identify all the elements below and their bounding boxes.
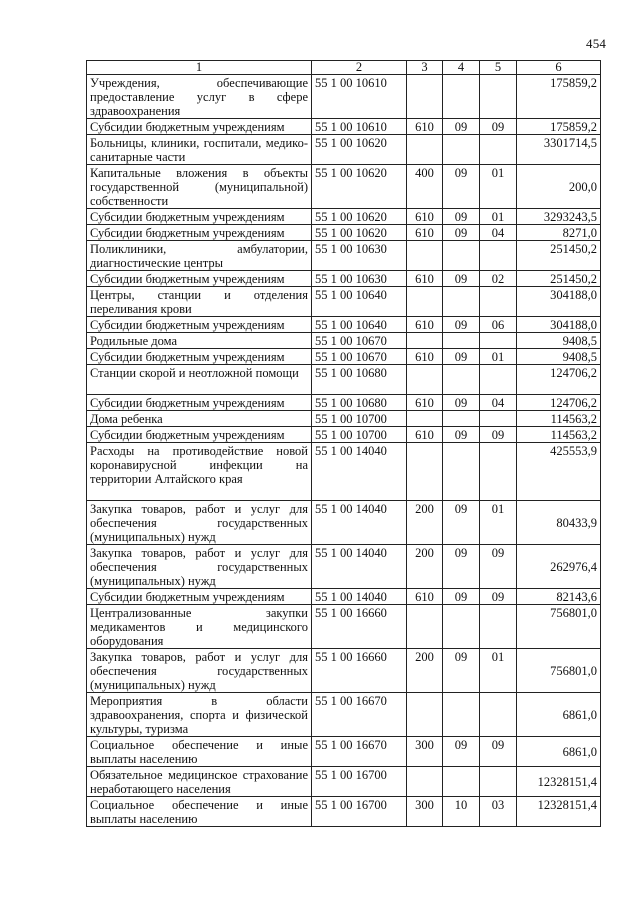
row-col4-cell — [443, 767, 480, 797]
row-code-cell: 55 1 00 10700 — [312, 411, 407, 427]
table-row — [87, 165, 601, 209]
table-row — [87, 589, 601, 605]
row-code-cell: 55 1 00 10620 — [312, 225, 407, 241]
table-row — [87, 365, 601, 395]
row-name-cell: Субсидии бюджетным учреждениям — [87, 271, 312, 287]
row-col5-cell: 06 — [480, 317, 517, 333]
table-row — [87, 395, 601, 411]
row-col4-cell — [443, 135, 480, 165]
row-col5-cell — [480, 443, 517, 501]
row-name-cell: Субсидии бюджетным учреждениям — [87, 349, 312, 365]
table-row — [87, 767, 601, 797]
table-row — [87, 797, 601, 827]
row-col3-cell — [407, 411, 443, 427]
row-col5-cell: 09 — [480, 427, 517, 443]
row-amount-cell: 8271,0 — [517, 225, 601, 241]
row-amount-cell: 12328151,4 — [517, 767, 601, 797]
row-col3-cell: 610 — [407, 589, 443, 605]
page-number: 454 — [586, 36, 607, 51]
row-col3-cell — [407, 333, 443, 349]
row-amount-cell: 251450,2 — [517, 271, 601, 287]
row-col3-cell: 610 — [407, 271, 443, 287]
row-amount-cell: 124706,2 — [517, 395, 601, 411]
row-col4-cell: 09 — [443, 165, 480, 209]
row-col5-cell: 09 — [480, 589, 517, 605]
table-row — [87, 241, 601, 271]
table-row — [87, 119, 601, 135]
row-col3-cell: 610 — [407, 395, 443, 411]
row-code-cell: 55 1 00 10640 — [312, 317, 407, 333]
row-code-cell: 55 1 00 16660 — [312, 649, 407, 693]
row-col5-cell: 01 — [480, 349, 517, 365]
row-col3-cell: 200 — [407, 501, 443, 545]
row-col3-cell — [407, 135, 443, 165]
table-row — [87, 333, 601, 349]
row-col4-cell: 09 — [443, 649, 480, 693]
row-col3-cell — [407, 241, 443, 271]
row-col5-cell — [480, 605, 517, 649]
row-amount-cell: 3301714,5 — [517, 135, 601, 165]
row-name-cell: Социальное обеспечение и иные выплаты населению — [87, 797, 312, 827]
row-name-cell: Социальное обеспечение и иные выплаты населению — [87, 737, 312, 767]
row-col3-cell — [407, 365, 443, 395]
row-col3-cell: 610 — [407, 119, 443, 135]
row-code-cell: 55 1 00 16700 — [312, 797, 407, 827]
row-col5-cell — [480, 767, 517, 797]
column-header-6: 6 — [517, 61, 601, 75]
table-row — [87, 271, 601, 287]
row-col5-cell — [480, 365, 517, 395]
row-name-cell: Учреждения, обеспечивающие предоставление услуг в сфере здравоохранения — [87, 75, 312, 119]
row-amount-cell: 114563,2 — [517, 411, 601, 427]
row-code-cell: 55 1 00 16700 — [312, 767, 407, 797]
row-name-cell: Субсидии бюджетным учреждениям — [87, 317, 312, 333]
row-col4-cell: 10 — [443, 797, 480, 827]
table-row — [87, 411, 601, 427]
row-col5-cell: 04 — [480, 395, 517, 411]
row-name-cell: Капитальные вложения в объекты государственной (муниципальной) собственности — [87, 165, 312, 209]
row-name-cell: Субсидии бюджетным учреждениям — [87, 395, 312, 411]
row-col4-cell — [443, 365, 480, 395]
row-code-cell: 55 1 00 16670 — [312, 693, 407, 737]
row-col4-cell — [443, 605, 480, 649]
row-col3-cell — [407, 693, 443, 737]
row-col3-cell — [407, 767, 443, 797]
row-code-cell: 55 1 00 16660 — [312, 605, 407, 649]
row-col4-cell: 09 — [443, 545, 480, 589]
table-row — [87, 545, 601, 589]
row-name-cell: Расходы на противодействие новой коронавирусной инфекции на территории Алтайского края — [87, 443, 312, 501]
row-name-cell: Больницы, клиники, госпитали, медико-санитарные части — [87, 135, 312, 165]
row-code-cell: 55 1 00 10680 — [312, 395, 407, 411]
table-row — [87, 737, 601, 767]
row-col4-cell: 09 — [443, 501, 480, 545]
row-col5-cell: 03 — [480, 797, 517, 827]
row-col3-cell — [407, 605, 443, 649]
header-row — [87, 61, 601, 75]
row-amount-cell: 756801,0 — [517, 649, 601, 693]
row-amount-cell: 175859,2 — [517, 119, 601, 135]
table-row — [87, 349, 601, 365]
row-col4-cell: 09 — [443, 225, 480, 241]
row-amount-cell: 80433,9 — [517, 501, 601, 545]
row-col4-cell — [443, 241, 480, 271]
row-name-cell: Закупка товаров, работ и услуг для обеспечения государственных (муниципальных) нужд — [87, 501, 312, 545]
row-col5-cell — [480, 693, 517, 737]
row-col3-cell: 610 — [407, 317, 443, 333]
row-col3-cell: 610 — [407, 349, 443, 365]
row-col4-cell — [443, 333, 480, 349]
row-col5-cell: 01 — [480, 649, 517, 693]
row-name-cell: Субсидии бюджетным учреждениям — [87, 589, 312, 605]
row-col5-cell — [480, 411, 517, 427]
row-col3-cell: 200 — [407, 545, 443, 589]
row-col4-cell: 09 — [443, 737, 480, 767]
row-code-cell: 55 1 00 14040 — [312, 501, 407, 545]
row-amount-cell: 124706,2 — [517, 365, 601, 395]
row-name-cell: Субсидии бюджетным учреждениям — [87, 427, 312, 443]
row-col4-cell — [443, 693, 480, 737]
row-name-cell: Закупка товаров, работ и услуг для обеспечения государственных (муниципальных) нужд — [87, 649, 312, 693]
row-col3-cell: 200 — [407, 649, 443, 693]
row-amount-cell: 175859,2 — [517, 75, 601, 119]
table-row — [87, 443, 601, 501]
row-col5-cell: 09 — [480, 737, 517, 767]
row-code-cell: 55 1 00 10620 — [312, 209, 407, 225]
row-name-cell: Мероприятия в области здравоохранения, спорта и физической культуры, туризма — [87, 693, 312, 737]
row-code-cell: 55 1 00 10620 — [312, 135, 407, 165]
row-name-cell: Поликлиники, амбулатории, диагностические центры — [87, 241, 312, 271]
row-amount-cell: 82143,6 — [517, 589, 601, 605]
column-header-1: 1 — [87, 61, 312, 75]
row-code-cell: 55 1 00 10670 — [312, 349, 407, 365]
row-code-cell: 55 1 00 10610 — [312, 119, 407, 135]
row-col4-cell: 09 — [443, 317, 480, 333]
row-amount-cell: 756801,0 — [517, 605, 601, 649]
row-name-cell: Дома ребенка — [87, 411, 312, 427]
row-col4-cell: 09 — [443, 271, 480, 287]
row-col4-cell — [443, 443, 480, 501]
row-name-cell: Обязательное медицинское страхование неработающего населения — [87, 767, 312, 797]
column-header-3: 3 — [407, 61, 443, 75]
row-name-cell: Субсидии бюджетным учреждениям — [87, 225, 312, 241]
row-col5-cell: 01 — [480, 209, 517, 225]
row-name-cell: Субсидии бюджетным учреждениям — [87, 209, 312, 225]
row-col5-cell — [480, 241, 517, 271]
row-amount-cell: 3293243,5 — [517, 209, 601, 225]
row-col5-cell — [480, 333, 517, 349]
row-name-cell: Закупка товаров, работ и услуг для обеспечения государственных (муниципальных) нужд — [87, 545, 312, 589]
row-amount-cell: 9408,5 — [517, 333, 601, 349]
row-col3-cell — [407, 287, 443, 317]
row-col5-cell: 02 — [480, 271, 517, 287]
row-col3-cell: 300 — [407, 797, 443, 827]
row-amount-cell: 12328151,4 — [517, 797, 601, 827]
row-col3-cell: 610 — [407, 427, 443, 443]
row-col4-cell: 09 — [443, 209, 480, 225]
row-col3-cell: 610 — [407, 209, 443, 225]
row-amount-cell: 304188,0 — [517, 287, 601, 317]
row-amount-cell: 9408,5 — [517, 349, 601, 365]
row-col3-cell: 300 — [407, 737, 443, 767]
table-row — [87, 287, 601, 317]
table-body — [87, 75, 601, 827]
table-row — [87, 427, 601, 443]
row-code-cell: 55 1 00 16670 — [312, 737, 407, 767]
row-code-cell: 55 1 00 14040 — [312, 589, 407, 605]
row-amount-cell: 251450,2 — [517, 241, 601, 271]
table-row — [87, 501, 601, 545]
row-col5-cell: 04 — [480, 225, 517, 241]
row-code-cell: 55 1 00 10680 — [312, 365, 407, 395]
row-col4-cell — [443, 287, 480, 317]
row-code-cell: 55 1 00 10670 — [312, 333, 407, 349]
row-code-cell: 55 1 00 10700 — [312, 427, 407, 443]
table-row — [87, 135, 601, 165]
row-name-cell: Станции скорой и неотложной помощи — [87, 365, 312, 395]
row-col4-cell: 09 — [443, 589, 480, 605]
table-row — [87, 317, 601, 333]
table-row — [87, 209, 601, 225]
row-code-cell: 55 1 00 10610 — [312, 75, 407, 119]
row-col4-cell — [443, 411, 480, 427]
row-col5-cell: 09 — [480, 119, 517, 135]
column-header-4: 4 — [443, 61, 480, 75]
table-row — [87, 225, 601, 241]
column-header-5: 5 — [480, 61, 517, 75]
row-code-cell: 55 1 00 10630 — [312, 241, 407, 271]
row-col5-cell — [480, 287, 517, 317]
row-name-cell: Субсидии бюджетным учреждениям — [87, 119, 312, 135]
table-row — [87, 75, 601, 119]
row-col4-cell: 09 — [443, 349, 480, 365]
row-code-cell: 55 1 00 10630 — [312, 271, 407, 287]
row-code-cell: 55 1 00 10620 — [312, 165, 407, 209]
row-code-cell: 55 1 00 14040 — [312, 545, 407, 589]
row-col5-cell — [480, 135, 517, 165]
row-col5-cell — [480, 75, 517, 119]
row-name-cell: Родильные дома — [87, 333, 312, 349]
row-amount-cell: 200,0 — [517, 165, 601, 209]
row-col4-cell: 09 — [443, 395, 480, 411]
row-col3-cell — [407, 75, 443, 119]
row-amount-cell: 114563,2 — [517, 427, 601, 443]
row-col5-cell: 09 — [480, 545, 517, 589]
row-name-cell: Централизованные закупки медикаментов и медицинского оборудования — [87, 605, 312, 649]
row-col3-cell: 610 — [407, 225, 443, 241]
row-code-cell: 55 1 00 10640 — [312, 287, 407, 317]
row-col4-cell: 09 — [443, 119, 480, 135]
row-amount-cell: 425553,9 — [517, 443, 601, 501]
row-col4-cell — [443, 75, 480, 119]
column-header-2: 2 — [312, 61, 407, 75]
row-amount-cell: 262976,4 — [517, 545, 601, 589]
row-col5-cell: 01 — [480, 165, 517, 209]
row-code-cell: 55 1 00 14040 — [312, 443, 407, 501]
row-col5-cell: 01 — [480, 501, 517, 545]
row-name-cell: Центры, станции и отделения переливания крови — [87, 287, 312, 317]
row-col4-cell: 09 — [443, 427, 480, 443]
row-amount-cell: 6861,0 — [517, 693, 601, 737]
table-row — [87, 693, 601, 737]
row-amount-cell: 304188,0 — [517, 317, 601, 333]
table-row — [87, 605, 601, 649]
row-col3-cell — [407, 443, 443, 501]
row-amount-cell: 6861,0 — [517, 737, 601, 767]
row-col3-cell: 400 — [407, 165, 443, 209]
budget-table — [86, 60, 601, 827]
table-row — [87, 649, 601, 693]
